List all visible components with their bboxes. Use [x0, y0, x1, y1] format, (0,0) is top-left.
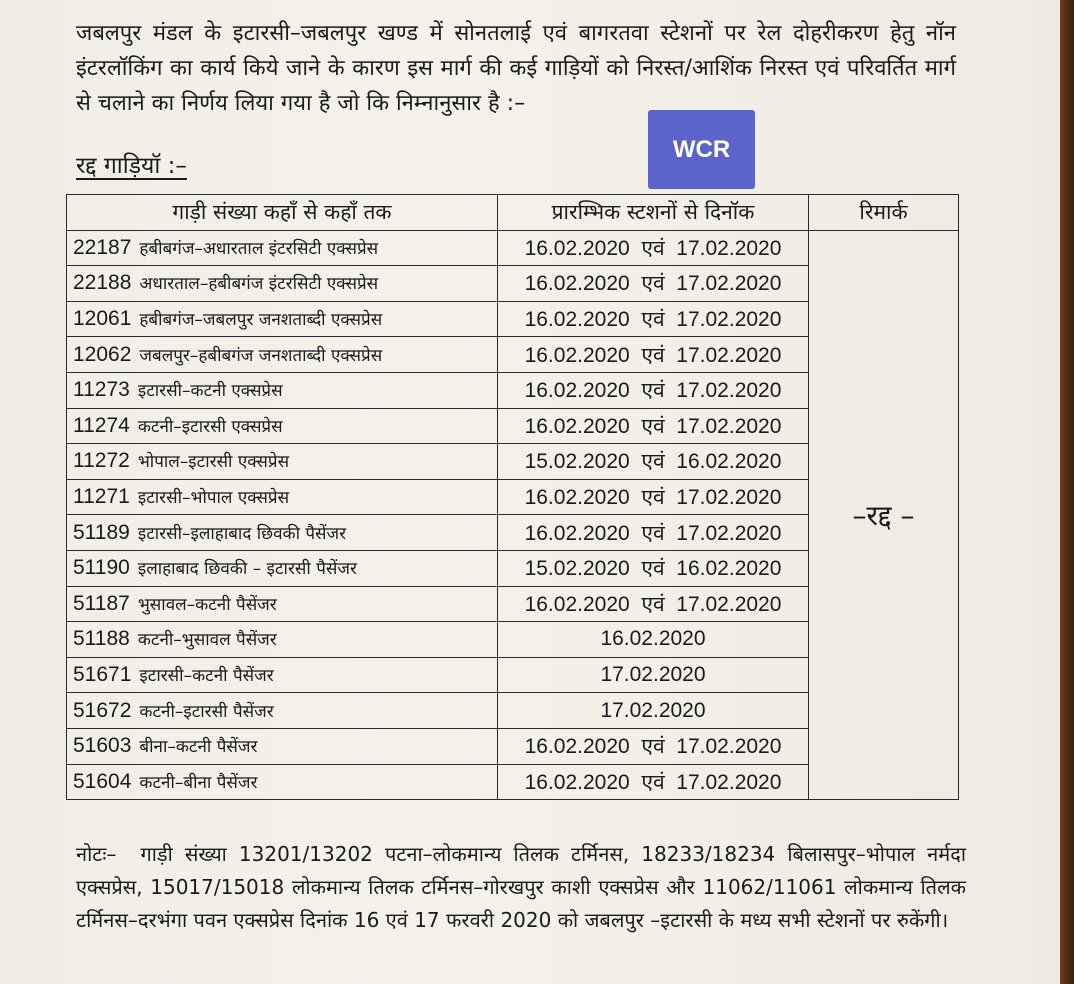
train-cell [67, 337, 498, 373]
dates-cell: 16.02.2020 [498, 622, 809, 658]
train-route: कटनी–इटारसी पैसेंजर [139, 701, 274, 722]
dates-cell: 15.02.2020 एवं 16.02.2020 [498, 444, 809, 480]
table-body [67, 230, 959, 800]
wcr-badge: WCR [648, 110, 755, 189]
train-route: कटनी–भुसावल पैसेंजर [137, 630, 277, 651]
train-cell [67, 444, 498, 480]
train-number: 51604 [73, 769, 132, 793]
note-text: गाड़ी संख्या 13201/13202 पटना–लोकमान्य तिलक टर्मिनस, 18233/18234 बिलासपुर–भोपाल नर्मदा एक्सप्रेस, 15017/15018 लोकमान्य तिलक टर्मिनस–गोरखपुर काशी एक्सप्रेस और 11062/11061 लोकमान्य तिलक टर्मिनस–दरभंगा पवन एक्सप्रेस दिनांक 16 एवं 17 फरवरी 2020 को जबलपुर –इटारसी के मध्य सभी स्टेशनों पर रुकेंगी। [76, 842, 966, 932]
train-number: 12061 [73, 307, 132, 331]
train-route: भोपाल–इटारसी एक्सप्रेस [137, 452, 290, 473]
train-route: हबीबगंज–अधारताल इंटरसिटी एक्सप्रेस [139, 238, 379, 259]
train-route: इलाहाबाद छिवकी – इटारसी पैसेंजर [137, 559, 357, 580]
header-dates: प्रारम्भिक स्टशनों से दिनॉक [498, 195, 809, 231]
dates-cell: 16.02.2020 एवं 17.02.2020 [498, 408, 809, 444]
train-route: इटारसी–कटनी पैसेंजर [139, 666, 274, 687]
train-number: 11274 [73, 413, 130, 437]
train-route: कटनी–बीना पैसेंजर [139, 772, 258, 793]
train-number: 51672 [73, 698, 132, 722]
train-cell [67, 693, 498, 729]
intro-paragraph: जबलपुर मंडल के इटारसी–जबलपुर खण्ड में सोनतलाई एवं बागरतवा स्टेशनों पर रेल दोहरीकरण हेतु नॉन इंटरलॉकिंग का कार्य किये जाने के कारण इस मार्ग की कई गाड़ियों को निरस्त/आशिंक निरस्त एवं परिवर्तित मार्ग से चलाने का निर्णय लिया गया है जो कि निम्नानुसार है :– [76, 21, 956, 116]
dates-cell: 16.02.2020 एवं 17.02.2020 [498, 372, 809, 408]
background-edge [1060, 0, 1074, 984]
train-route: इटारसी–भोपाल एक्सप्रेस [137, 488, 290, 509]
dates-cell: 16.02.2020 एवं 17.02.2020 [498, 230, 809, 266]
dates-cell: 16.02.2020 एवं 17.02.2020 [498, 301, 809, 337]
train-cell [67, 372, 498, 408]
train-number: 22187 [73, 235, 132, 259]
header-train: गाड़ी संख्या कहाँ से कहाँ तक [67, 195, 498, 231]
table-row [67, 230, 959, 266]
dates-cell: 16.02.2020 एवं 17.02.2020 [498, 515, 809, 551]
dates-cell: 16.02.2020 एवं 17.02.2020 [498, 337, 809, 373]
dates-cell: 17.02.2020 [498, 693, 809, 729]
train-cell [67, 764, 498, 800]
train-cell [67, 408, 498, 444]
dates-cell: 16.02.2020 एवं 17.02.2020 [498, 728, 809, 764]
train-cell [67, 622, 498, 658]
train-route: इटारसी–इलाहाबाद छिवकी पैसेंजर [137, 523, 347, 544]
train-route: हबीबगंज–जबलपुर जनशताब्दी एक्सप्रेस [139, 310, 383, 331]
dates-cell: 17.02.2020 [498, 657, 809, 693]
train-number: 51187 [73, 591, 130, 615]
train-number: 12062 [73, 342, 132, 366]
train-cell [67, 586, 498, 622]
train-number: 11273 [73, 378, 130, 402]
dates-cell: 16.02.2020 एवं 17.02.2020 [498, 586, 809, 622]
remark-cancelled: –रद्द – [809, 230, 959, 800]
train-cell [67, 550, 498, 586]
table-header-row [67, 195, 959, 231]
train-number: 11271 [73, 485, 130, 509]
train-cell [67, 728, 498, 764]
train-cell [67, 230, 498, 266]
dates-cell: 16.02.2020 एवं 17.02.2020 [498, 266, 809, 302]
train-route: अधारताल–हबीबगंज इंटरसिटी एक्सप्रेस [139, 274, 379, 295]
note-label: नोटः– [76, 842, 117, 866]
train-route: जबलपुर–हबीबगंज जनशताब्दी एक्सप्रेस [139, 345, 383, 366]
train-number: 51189 [73, 520, 130, 544]
header-remark: रिमार्क [809, 195, 959, 231]
dates-cell: 16.02.2020 एवं 17.02.2020 [498, 479, 809, 515]
train-number: 51671 [73, 663, 132, 687]
train-cell [67, 479, 498, 515]
cancelled-trains-table [66, 194, 959, 800]
train-route: इटारसी–कटनी एक्सप्रेस [137, 381, 283, 402]
train-route: बीना–कटनी पैसेंजर [139, 737, 258, 758]
note-paragraph [76, 838, 966, 937]
train-cell [67, 266, 498, 302]
train-number: 22188 [73, 271, 132, 295]
train-cell [67, 657, 498, 693]
train-route: कटनी–इटारसी एक्सप्रेस [137, 416, 283, 437]
train-cell [67, 301, 498, 337]
dates-cell: 15.02.2020 एवं 16.02.2020 [498, 550, 809, 586]
train-number: 11272 [73, 449, 130, 473]
train-number: 51603 [73, 734, 132, 758]
train-cell [67, 515, 498, 551]
dates-cell: 16.02.2020 एवं 17.02.2020 [498, 764, 809, 800]
train-number: 51188 [73, 627, 130, 651]
train-route: भुसावल–कटनी पैसेंजर [137, 594, 277, 615]
train-number: 51190 [73, 556, 130, 580]
section-heading: रद्द गाड़ियॉ :– [76, 153, 187, 179]
